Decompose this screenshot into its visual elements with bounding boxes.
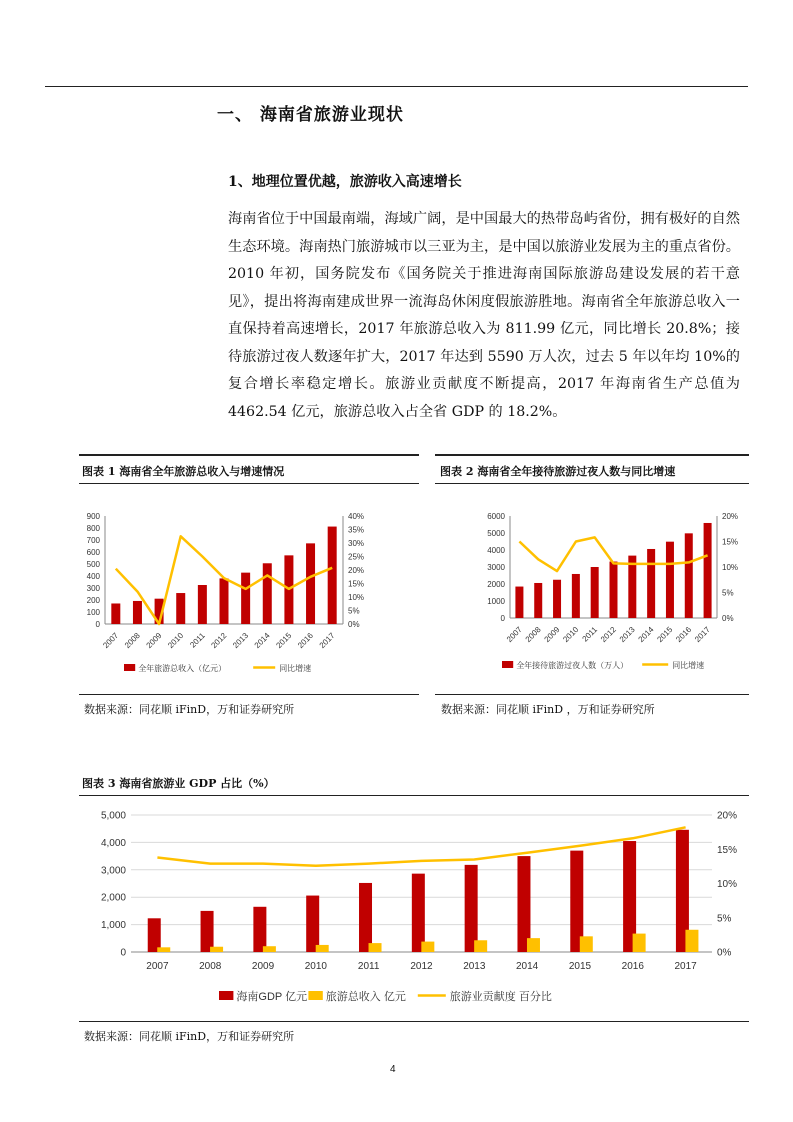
y-right-tick-label: 20% [717,810,738,822]
y-tick-label: 2000 [487,579,505,589]
bar [534,583,542,618]
x-tick-label: 2012 [209,631,229,650]
legend-swatch [308,991,322,1000]
y-tick-label: 300 [86,583,100,593]
x-tick-label: 2011 [357,961,380,972]
y-tick-label: 3000 [487,562,505,572]
y-right-tick-label: 10% [722,562,739,572]
bar [111,603,120,624]
legend-label: 旅游业贡献度 百分比 [449,991,552,1003]
fig3-caption: 图表 3 海南省旅游业 GDP 占比（%） [82,777,275,790]
y-right-tick-label: 5% [717,913,732,925]
x-tick-label: 2017 [674,961,697,972]
paragraph-text: 海南省位于中国最南端，海域广阔，是中国最大的热带岛屿省份，拥有极好的自然生态环境。海南热门旅游城市以三亚为主，是中国以旅游业发展为主的重点省份。2010 年初，国务院发布《国务院关于推进海南国际旅游岛建设发展的若干意见》，提出将海南建成世界一流海岛休闲度假旅游胜地。海南省全年旅游总收入一直保持着高速增长，2017 年旅游总收入为 811.99 亿元，同比增长 20.8%；接待旅游过夜人数逐年扩大，2017 年达到 5590 万人次，过去 5 年以年均 10%的复合增长率稳定增长。旅游业贡献度不断提高，2017 年海南省生产总值为 4462.54 亿元，旅游总收入占全省 GDP 的 18.2%。 [228,211,740,420]
section-title: 一、 海南省旅游业现状 [217,105,404,125]
y-tick-label: 600 [86,547,100,557]
y-right-tick-label: 0% [348,619,360,629]
y-tick-label: 900 [86,511,100,521]
y-tick-label: 800 [86,523,100,533]
fig2-bottom-rule [435,694,749,695]
series-line [157,827,685,865]
x-tick-label: 2011 [580,625,600,644]
y-right-tick-label: 35% [348,525,365,535]
y-right-tick-label: 20% [722,511,739,521]
x-tick-label: 2014 [252,631,272,650]
fig1-caption: 图表 1 海南省全年旅游总收入与增速情况 [82,465,285,478]
x-tick-label: 2016 [674,625,694,644]
bar [263,946,276,952]
fig1-caption-underline [79,483,419,484]
x-tick-label: 2012 [598,625,618,644]
section-subtitle: 1、地理位置优越，旅游收入高速增长 [228,174,462,190]
y-tick-label: 4,000 [100,837,126,849]
fig1-caption-rule [79,454,419,456]
y-tick-label: 4000 [487,545,505,555]
x-tick-label: 2010 [561,625,581,644]
fig1-chart [79,486,419,693]
bar [220,578,229,624]
legend-label: 全年旅游总收入（亿元） [138,664,227,673]
y-tick-label: 0 [120,947,126,959]
bar [412,874,425,952]
x-tick-label: 2015 [655,625,675,644]
x-tick-label: 2014 [516,961,539,972]
bar [369,943,382,952]
bar [465,865,478,952]
x-tick-label: 2007 [101,631,121,650]
bar [421,942,434,952]
bar [633,934,646,952]
bar [517,856,530,952]
bar [176,593,185,624]
x-tick-label: 2016 [621,961,644,972]
y-right-tick-label: 5% [722,588,734,598]
fig2-caption-rule [435,454,749,456]
y-tick-label: 0 [95,619,100,629]
legend-label: 全年接待旅游过夜人数（万人） [516,661,629,670]
bar [133,601,142,624]
bar [316,945,329,952]
fig2-source: 数据来源：同花顺 iFinD ，万和证券研究所 [441,703,655,716]
bar [591,567,599,618]
y-right-tick-label: 15% [722,537,739,547]
x-tick-label: 2014 [636,625,656,644]
x-tick-label: 2016 [296,631,315,650]
y-tick-label: 700 [86,535,100,545]
y-tick-label: 2,000 [100,892,126,904]
bar [515,587,523,618]
bar [553,580,561,618]
fig2-chart [435,486,749,693]
bar [610,562,618,618]
bar [201,911,214,952]
bar [359,883,372,952]
legend-swatch [502,661,513,668]
y-right-tick-label: 5% [348,606,360,616]
x-tick-label: 2008 [122,631,142,650]
bar [306,896,319,952]
x-tick-label: 2007 [146,961,169,972]
fig3-bottom-rule [79,1021,749,1022]
y-tick-label: 400 [86,571,100,581]
bar [572,574,580,618]
y-tick-label: 3,000 [100,865,126,877]
bar [685,930,698,952]
bar [685,533,693,618]
y-tick-label: 100 [86,607,100,617]
y-right-tick-label: 0% [717,947,732,959]
bar [157,947,170,952]
bar [253,907,266,952]
x-tick-label: 2015 [274,631,294,650]
x-tick-label: 2009 [542,625,562,644]
legend-swatch [124,664,135,671]
x-tick-label: 2012 [410,961,433,972]
bar [198,585,207,624]
x-tick-label: 2009 [251,961,275,972]
bar [306,543,315,624]
y-right-tick-label: 15% [717,844,738,856]
y-tick-label: 5000 [487,528,505,538]
page-number: 4 [390,1064,396,1075]
x-tick-label: 2007 [504,625,524,644]
x-tick-label: 2015 [568,961,592,972]
y-right-tick-label: 40% [348,511,365,521]
fig2-caption: 图表 2 海南省全年接待旅游过夜人数与同比增速 [440,465,676,478]
legend-label: 旅游总收入 亿元 [325,991,406,1003]
y-right-tick-label: 25% [348,552,365,562]
fig1-bottom-rule [79,694,419,695]
fig3-source: 数据来源：同花顺 iFinD，万和证券研究所 [84,1030,295,1043]
bar [666,542,674,618]
x-tick-label: 2011 [188,631,207,650]
x-tick-label: 2008 [199,961,222,972]
legend-swatch [219,991,233,1000]
bar [647,549,655,618]
y-right-tick-label: 20% [348,565,365,575]
top-rule [45,86,748,87]
fig2-caption-underline [435,483,749,484]
fig1-source: 数据来源：同花顺 iFinD，万和证券研究所 [84,703,295,716]
fig3-chart [79,797,749,1019]
body-paragraph [228,206,740,426]
bar [148,918,161,952]
legend-label: 同比增速 [279,664,312,673]
y-tick-label: 0 [500,613,505,623]
y-right-tick-label: 30% [348,538,365,548]
x-tick-label: 2013 [463,961,486,972]
y-tick-label: 1000 [487,596,505,606]
y-right-tick-label: 10% [717,879,738,890]
x-tick-label: 2009 [144,631,164,650]
y-tick-label: 500 [86,559,100,569]
x-tick-label: 2017 [317,631,337,650]
x-tick-label: 2008 [523,625,543,644]
y-tick-label: 5,000 [100,810,126,822]
legend-label: 海南GDP 亿元 [236,991,308,1003]
y-tick-label: 200 [86,595,100,605]
bar [241,573,250,624]
y-tick-label: 6000 [487,511,505,521]
y-right-tick-label: 15% [348,579,365,589]
x-tick-label: 2010 [304,961,327,972]
x-tick-label: 2013 [231,631,251,650]
x-tick-label: 2017 [693,625,713,644]
bar [704,523,712,618]
x-tick-label: 2010 [166,631,186,650]
y-right-tick-label: 10% [348,592,365,602]
bar [328,527,337,624]
x-tick-label: 2013 [617,625,637,644]
bar [474,940,487,952]
bar [210,947,223,952]
y-tick-label: 1,000 [100,920,126,932]
legend-label: 同比增速 [672,661,705,670]
fig3-caption-underline [79,795,749,796]
y-right-tick-label: 0% [722,613,734,623]
bar [263,563,272,624]
bar [527,938,540,952]
bar [580,936,593,952]
